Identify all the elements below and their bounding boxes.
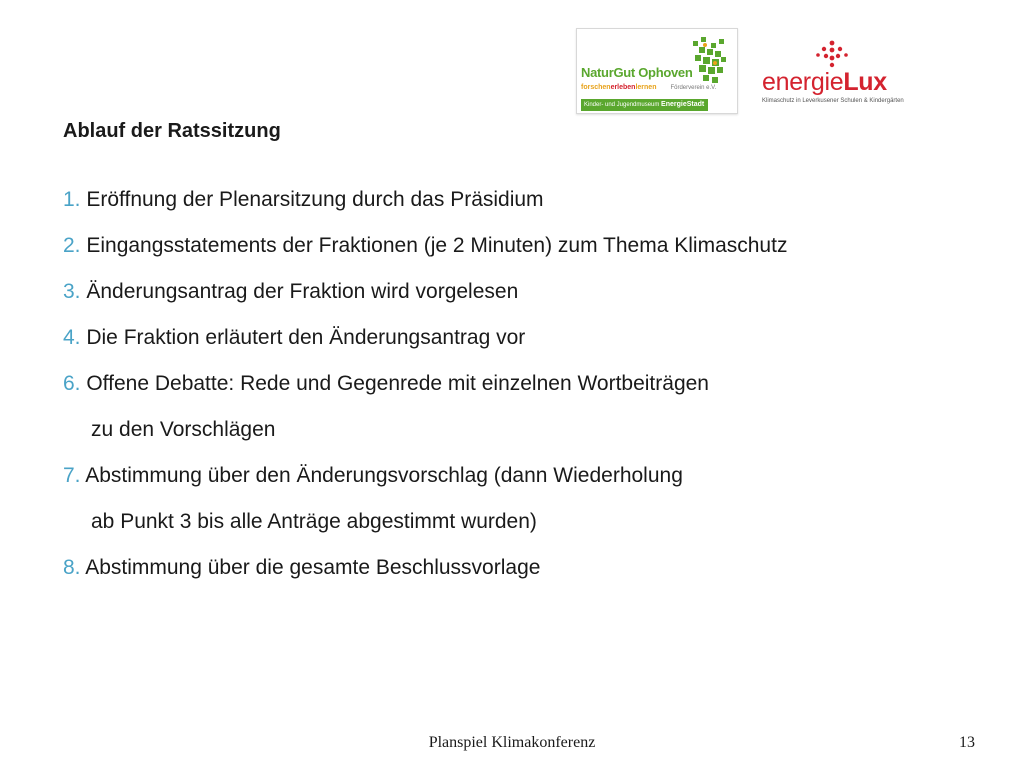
energielux-logo	[760, 40, 910, 110]
agenda-item-text: Änderungsantrag der Fraktion wird vorgelesen	[80, 280, 519, 303]
agenda-list	[63, 188, 983, 602]
naturgut-title-part1: NaturGut	[581, 65, 635, 80]
slide-heading: Ablauf der Ratssitzung	[63, 120, 281, 142]
energielux-word-part1: energie	[762, 68, 844, 96]
agenda-item	[63, 556, 983, 579]
agenda-item-text: Abstimmung über den Änderungsvorschlag (dann Wiederholung	[80, 464, 683, 487]
agenda-item	[63, 188, 983, 211]
naturgut-tagline-part1: forschen	[581, 84, 611, 91]
naturgut-museum-bar	[581, 99, 708, 111]
agenda-item-number: 1.	[63, 188, 81, 211]
agenda-item-number: 8.	[63, 556, 81, 579]
footer-title: Planspiel Klimakonferenz	[428, 734, 596, 751]
energielux-subtitle: Klimaschutz in Leverkusener Schulen & Kindergärten	[762, 98, 904, 104]
agenda-item-continuation: zu den Vorschlägen	[91, 418, 276, 441]
agenda-item-number: 3.	[63, 280, 81, 303]
agenda-item-number: 6.	[63, 372, 81, 395]
agenda-item-number: 2.	[63, 234, 81, 257]
naturgut-ophoven-logo	[576, 28, 738, 114]
agenda-item-text: Die Fraktion erläutert den Änderungsantrag vor	[80, 326, 526, 349]
naturgut-title	[581, 65, 693, 80]
agenda-item	[63, 464, 983, 533]
naturgut-tagline-part2: erleben	[610, 84, 636, 91]
naturgut-museum-part2: EnergieStadt	[661, 101, 705, 108]
agenda-item-continuation: ab Punkt 3 bis alle Anträge abgestimmt wurden)	[91, 510, 537, 533]
naturgut-museum-part1: Kinder- und Jugendmuseum	[584, 102, 662, 108]
agenda-item-number: 7.	[63, 464, 81, 487]
agenda-item-text: Offene Debatte: Rede und Gegenrede mit einzelnen Wortbeiträgen	[80, 372, 709, 395]
agenda-item-text: Eröffnung der Plenarsitzung durch das Präsidium	[80, 188, 544, 211]
page-number: 13	[959, 734, 975, 751]
agenda-item	[63, 326, 983, 349]
energielux-word-part2: Lux	[843, 68, 887, 96]
naturgut-foerderverein: Förderverein e.V.	[670, 85, 717, 91]
naturgut-tagline-part3: lernen	[635, 84, 657, 91]
agenda-item-text: Eingangsstatements der Fraktionen (je 2 Minuten) zum Thema Klimaschutz	[80, 234, 788, 257]
agenda-item-text: Abstimmung über die gesamte Beschlussvorlage	[80, 556, 541, 579]
agenda-item	[63, 372, 983, 441]
agenda-item	[63, 280, 983, 303]
naturgut-tagline	[581, 84, 716, 91]
agenda-item-number: 4.	[63, 326, 81, 349]
agenda-item	[63, 234, 983, 257]
naturgut-title-part2: Ophoven	[638, 65, 693, 80]
energielux-wordmark	[762, 68, 887, 97]
